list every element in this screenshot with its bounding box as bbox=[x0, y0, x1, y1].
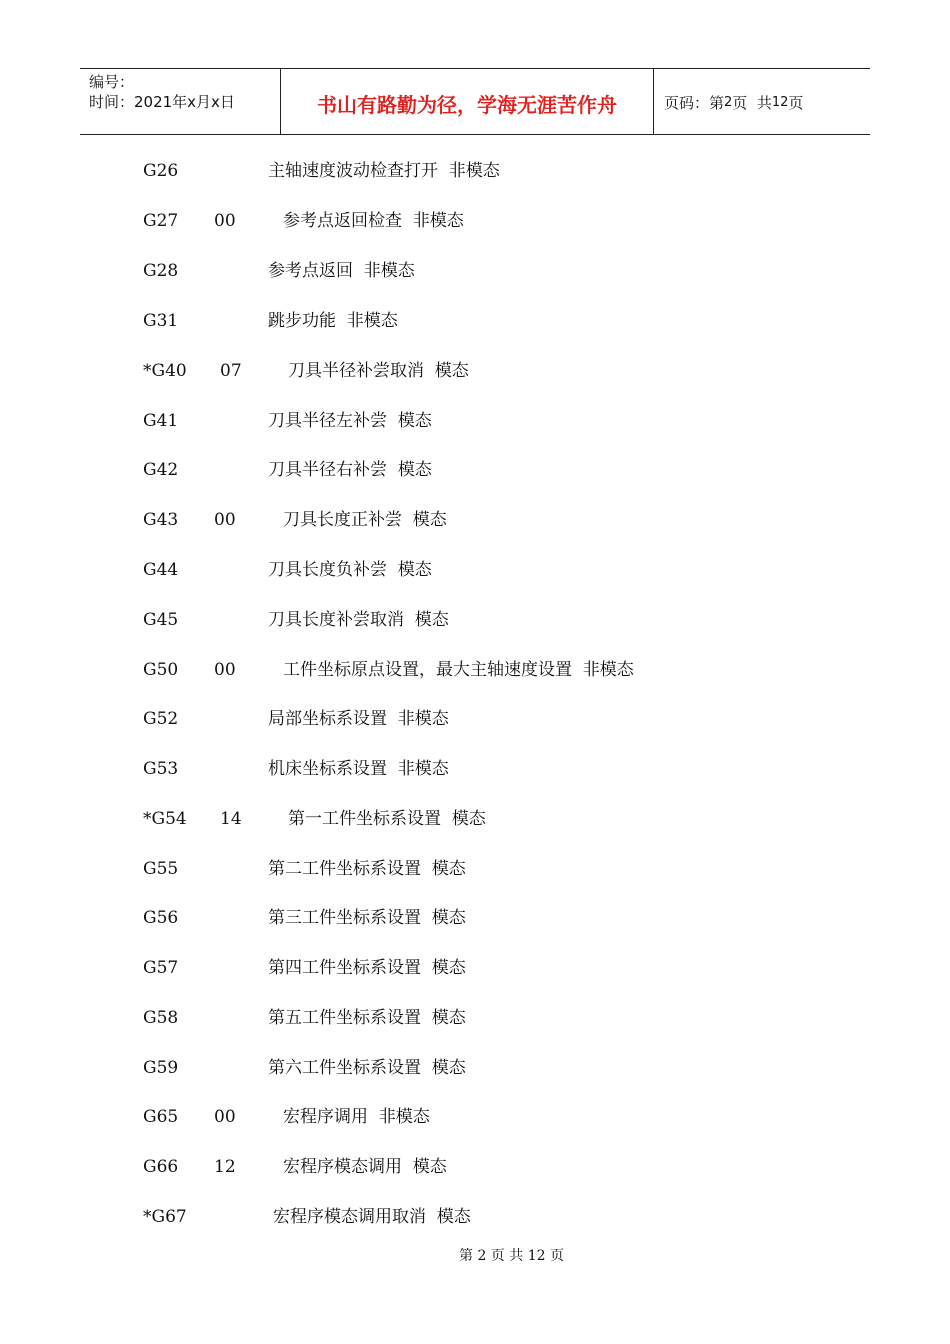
gcode-group: 00 bbox=[214, 211, 236, 231]
gcode-description: 刀具半径右补尝 模态 bbox=[268, 460, 432, 480]
gcode-row bbox=[0, 655, 950, 685]
gcode-group: 00 bbox=[214, 1107, 236, 1127]
gcode-description: 第六工件坐标系设置 模态 bbox=[268, 1058, 466, 1078]
header-meta bbox=[80, 69, 281, 134]
gcode: G56 bbox=[143, 908, 179, 928]
gcode-description: 宏程序模态调用 模态 bbox=[283, 1157, 447, 1177]
page-label: 页码：第 bbox=[664, 94, 725, 112]
gcode-group: 14 bbox=[220, 809, 242, 829]
gcode-row bbox=[0, 356, 950, 386]
gcode-row bbox=[0, 455, 950, 485]
gcode: G31 bbox=[143, 311, 179, 331]
gcode-row bbox=[0, 1003, 950, 1033]
gcode-description: 刀具半径左补尝 模态 bbox=[268, 411, 432, 431]
gcode-group: 12 bbox=[214, 1157, 236, 1177]
gcode-description: 参考点返回 非模态 bbox=[268, 261, 415, 281]
gcode-row bbox=[0, 206, 950, 236]
gcode-row bbox=[0, 555, 950, 585]
gcode-row bbox=[0, 256, 950, 286]
gcode: *G54 bbox=[143, 809, 187, 829]
gcode-row bbox=[0, 754, 950, 784]
gcode-row bbox=[0, 704, 950, 734]
gcode-description: 跳步功能 非模态 bbox=[268, 311, 398, 331]
gcode-group: 00 bbox=[214, 660, 236, 680]
gcode-description: 局部坐标系设置 非模态 bbox=[268, 709, 449, 729]
gcode-group: 07 bbox=[220, 361, 242, 381]
gcode-row bbox=[0, 505, 950, 535]
gcode-row bbox=[0, 854, 950, 884]
gcode: G59 bbox=[143, 1058, 179, 1078]
gcode-description: 工件坐标原点设置，最大主轴速度设置 非模态 bbox=[283, 660, 634, 680]
page-number: 2 bbox=[724, 95, 733, 110]
gcode: *G67 bbox=[143, 1207, 187, 1227]
gcode-description: 第三工件坐标系设置 模态 bbox=[268, 908, 466, 928]
gcode-description: 第四工件坐标系设置 模态 bbox=[268, 958, 466, 978]
gcode: G26 bbox=[143, 161, 179, 181]
gcode: G52 bbox=[143, 709, 179, 729]
gcode: G45 bbox=[143, 610, 179, 630]
page-total: 12 bbox=[771, 95, 789, 110]
page-header bbox=[80, 68, 870, 135]
gcode-row bbox=[0, 1053, 950, 1083]
gcode: G57 bbox=[143, 958, 179, 978]
gcode-description: 参考点返回检查 非模态 bbox=[283, 211, 464, 231]
gcode-row bbox=[0, 903, 950, 933]
gcode: G44 bbox=[143, 560, 179, 580]
gcode: G43 bbox=[143, 510, 179, 530]
gcode: G41 bbox=[143, 411, 179, 431]
gcode-description: 刀具长度负补尝 模态 bbox=[268, 560, 432, 580]
document-date: 时间：2021年x月x日 bbox=[89, 93, 235, 111]
gcode: G58 bbox=[143, 1008, 179, 1028]
gcode-description: 主轴速度波动检查打开 非模态 bbox=[268, 161, 500, 181]
gcode: G27 bbox=[143, 211, 179, 231]
header-page-info bbox=[654, 69, 870, 134]
header-motto: 书山有路勤为径，学海无涯苦作舟 bbox=[281, 69, 654, 134]
gcode: G42 bbox=[143, 460, 179, 480]
page-mid-label: 页 共 bbox=[732, 94, 772, 112]
gcode-description: 刀具长度补尝取消 模态 bbox=[268, 610, 449, 630]
gcode: G53 bbox=[143, 759, 179, 779]
gcode-row bbox=[0, 804, 950, 834]
gcode-row bbox=[0, 1202, 950, 1232]
gcode-description: 机床坐标系设置 非模态 bbox=[268, 759, 449, 779]
gcode-row bbox=[0, 1152, 950, 1182]
gcode-row bbox=[0, 156, 950, 186]
page-footer: 第 2 页 共 12 页 bbox=[459, 1248, 564, 1264]
gcode-row bbox=[0, 953, 950, 983]
gcode-description: 第二工件坐标系设置 模态 bbox=[268, 859, 466, 879]
gcode-row bbox=[0, 306, 950, 336]
gcode-description: 刀具长度正补尝 模态 bbox=[283, 510, 447, 530]
gcode: G50 bbox=[143, 660, 179, 680]
gcode: G65 bbox=[143, 1107, 179, 1127]
document-number-label: 编号： bbox=[89, 73, 135, 91]
gcode-row bbox=[0, 1102, 950, 1132]
gcode-group: 00 bbox=[214, 510, 236, 530]
gcode: G28 bbox=[143, 261, 179, 281]
page-end-label: 页 bbox=[788, 94, 804, 112]
gcode-description: 宏程序模态调用取消 模态 bbox=[273, 1207, 471, 1227]
gcode: G66 bbox=[143, 1157, 179, 1177]
gcode-description: 第五工件坐标系设置 模态 bbox=[268, 1008, 466, 1028]
gcode-row bbox=[0, 406, 950, 436]
gcode: *G40 bbox=[143, 361, 187, 381]
gcode-description: 宏程序调用 非模态 bbox=[283, 1107, 430, 1127]
gcode-description: 刀具半径补尝取消 模态 bbox=[288, 361, 469, 381]
gcode-row bbox=[0, 605, 950, 635]
gcode: G55 bbox=[143, 859, 179, 879]
gcode-description: 第一工件坐标系设置 模态 bbox=[288, 809, 486, 829]
